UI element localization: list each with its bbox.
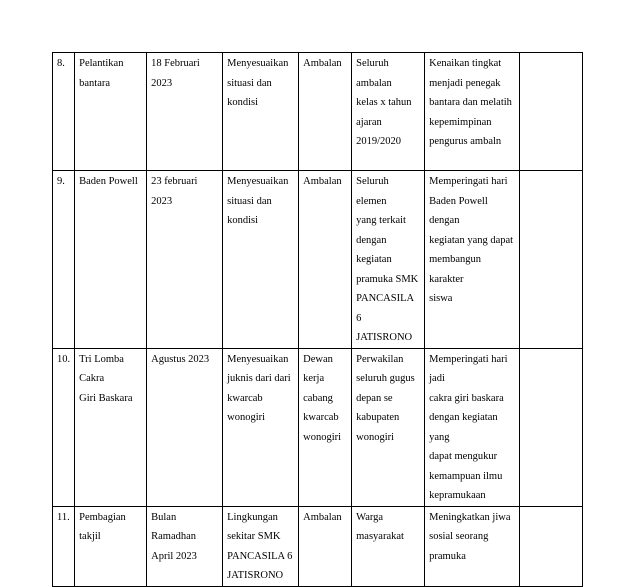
table-row xyxy=(53,171,583,349)
cell-no: 9. xyxy=(53,171,75,349)
cell-purpose: Memperingati hari Baden Powell dengan kegiatan yang dapat membangun karakter siswa xyxy=(425,171,520,349)
cell-place: Menyesuaikan situasi dan kondisi xyxy=(223,53,299,171)
cell-target: Perwakilan seluruh gugus depan se kabupaten wonogiri xyxy=(352,348,425,506)
cell-target: Seluruh elemen yang terkait dengan kegiatan pramuka SMK PANCASILA 6 JATISRONO xyxy=(352,171,425,349)
cell-target: Warga masyarakat xyxy=(352,506,425,586)
cell-place: Menyesuaikan situasi dan kondisi xyxy=(223,171,299,349)
cell-activity-name: Pelantikan bantara xyxy=(75,53,147,171)
cell-extra xyxy=(520,348,583,506)
cell-date: 23 februari 2023 xyxy=(147,171,223,349)
cell-date: Agustus 2023 xyxy=(147,348,223,506)
cell-no: 10. xyxy=(53,348,75,506)
cell-purpose: Kenaikan tingkat menjadi penegak bantara dan melatih kepemimpinan pengurus ambaln xyxy=(425,53,520,171)
cell-organizer: Ambalan xyxy=(299,506,352,586)
cell-purpose: Memperingati hari jadi cakra giri baskara dengan kegiatan yang dapat mengukur kemampuan ilmu kepramukaan xyxy=(425,348,520,506)
cell-organizer: Dewan kerja cabang kwarcab wonogiri xyxy=(299,348,352,506)
cell-no: 11. xyxy=(53,506,75,586)
cell-target: Seluruh ambalan kelas x tahun ajaran 2019/2020 xyxy=(352,53,425,171)
cell-organizer: Ambalan xyxy=(299,53,352,171)
table-row xyxy=(53,348,583,506)
cell-date: 18 Februari 2023 xyxy=(147,53,223,171)
cell-activity-name: Pembagian takjil xyxy=(75,506,147,586)
cell-extra xyxy=(520,506,583,586)
cell-purpose: Meningkatkan jiwa sosial seorang pramuka xyxy=(425,506,520,586)
cell-no: 8. xyxy=(53,53,75,171)
cell-place: Lingkungan sekitar SMK PANCASILA 6 JATISRONO xyxy=(223,506,299,586)
cell-extra xyxy=(520,171,583,349)
activity-table xyxy=(52,52,583,587)
cell-place: Menyesuaikan juknis dari dari kwarcab wonogiri xyxy=(223,348,299,506)
table-row xyxy=(53,53,583,171)
cell-activity-name: Tri Lomba Cakra Giri Baskara xyxy=(75,348,147,506)
cell-extra xyxy=(520,53,583,171)
cell-date: Bulan Ramadhan April 2023 xyxy=(147,506,223,586)
cell-activity-name: Baden Powell xyxy=(75,171,147,349)
table-row xyxy=(53,506,583,586)
cell-organizer: Ambalan xyxy=(299,171,352,349)
